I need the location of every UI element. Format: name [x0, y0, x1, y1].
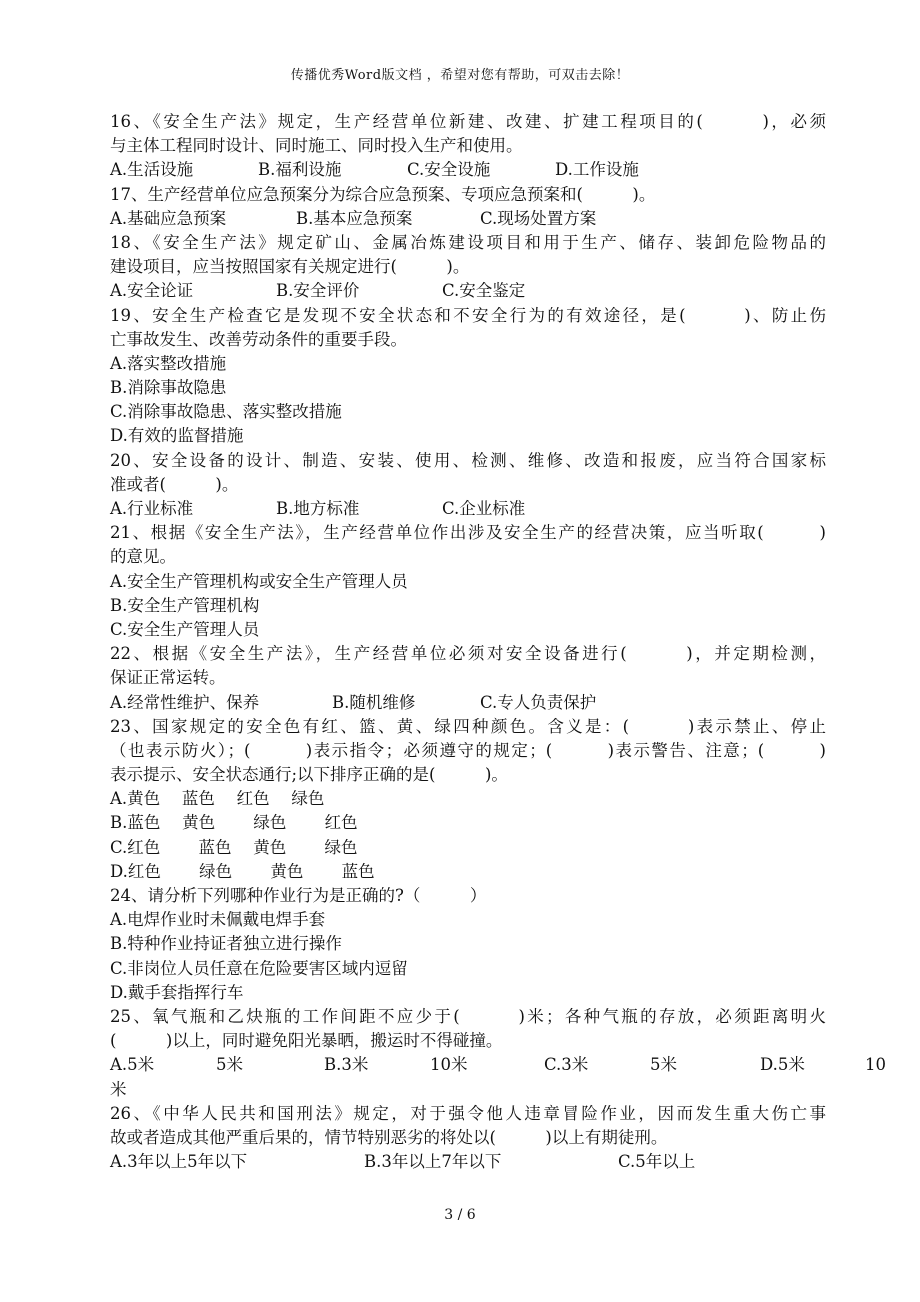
- question-text: 16、《安全生产法》规定，生产经营单位新建、改建、扩建工程项目的( )，必须: [110, 112, 826, 131]
- question-text: 的意见。: [110, 547, 176, 567]
- option-row: [110, 1150, 826, 1174]
- question-text: 23、国家规定的安全色有红、篮、黄、绿四种颜色。含义是：( )表示禁止、停止: [110, 716, 826, 736]
- option-value: 米: [110, 1079, 127, 1099]
- option: B.随机维修: [332, 692, 416, 712]
- option: B.福利设施: [258, 160, 342, 180]
- option: A.基础应急预案: [110, 208, 227, 228]
- page-number: 3 / 6: [444, 1207, 476, 1223]
- option: D.5米: [760, 1055, 805, 1075]
- option: C.企业标准: [442, 499, 526, 518]
- question-text: 与主体工程同时设计、同时施工、同时投入生产和使用。: [110, 136, 523, 156]
- option: D.有效的监督措施: [110, 426, 244, 446]
- option-value: 10: [865, 1055, 886, 1075]
- question-text: 17、生产经营单位应急预案分为综合应急预案、专项应急预案和( )。: [110, 184, 656, 204]
- option-row: [110, 497, 826, 521]
- question-text: 保证正常运转。: [110, 668, 226, 688]
- option: C.现场处置方案: [480, 208, 597, 228]
- option: A.3年以上5年以下: [110, 1152, 248, 1172]
- option: A.电焊作业时未佩戴电焊手套: [110, 910, 326, 930]
- question-list: [110, 110, 886, 1174]
- option: A.行业标准: [110, 499, 194, 518]
- option: B.基本应急预案: [296, 208, 413, 228]
- option: A.经常性维护、保养: [110, 692, 260, 712]
- question-text: 24、请分析下列哪种作业行为是正确的?（ ）: [110, 886, 487, 905]
- option: A.生活设施: [110, 160, 194, 180]
- question-text: ( )以上，同时避免阳光暴晒，搬运时不得碰撞。: [110, 1031, 503, 1051]
- question-text: 25、氧气瓶和乙炔瓶的工作间距不应少于( )米；各种气瓶的存放，必须距离明火: [110, 1006, 826, 1026]
- option: D.工作设施: [555, 160, 639, 180]
- question-text: （也表示防火）；( )表示指令；必须遵守的规定；( )表示警告、注意；( ): [110, 740, 826, 760]
- option-row: [110, 279, 826, 303]
- option-row: [110, 158, 826, 182]
- option-value: 5米: [650, 1055, 677, 1075]
- question-text: 亡事故发生、改善劳动条件的重要手段。: [110, 329, 407, 349]
- question-text: 20、安全设备的设计、制造、安装、使用、检测、维修、改造和报废，应当符合国家标: [110, 450, 826, 470]
- question-text: 准或者( )。: [110, 474, 239, 494]
- option: B.3米: [324, 1055, 369, 1075]
- option: B.3年以上7年以下: [364, 1152, 502, 1172]
- question-text: 26、《中华人民共和国刑法》规定，对于强令他人违章冒险作业，因而发生重大伤亡事: [110, 1103, 826, 1123]
- question-text: 表示提示、安全状态通行;以下排序正确的是( )。: [110, 765, 508, 785]
- option: C.安全设施: [407, 160, 491, 180]
- option-row: [110, 1053, 886, 1077]
- option: C.安全生产管理人员: [110, 619, 260, 639]
- question-text: 19、安全生产检查它是发现不安全状态和不安全行为的有效途径，是( )、防止伤: [110, 305, 826, 325]
- option: C.3米: [544, 1055, 589, 1075]
- option: D.红色 绿色 黄色 蓝色: [110, 861, 375, 881]
- option: B.消除事故隐患: [110, 378, 227, 398]
- option: A.安全生产管理机构或安全生产管理人员: [110, 571, 408, 591]
- option: B.安全评价: [276, 281, 360, 301]
- question-text: 故或者造成其他严重后果的，情节特别恶劣的将处以( )以上有期徒刑。: [110, 1127, 668, 1147]
- option: C.消除事故隐患、落实整改措施: [110, 402, 342, 422]
- option: C.5年以上: [618, 1152, 696, 1172]
- option-row: [110, 207, 826, 231]
- option-value: 10米: [430, 1055, 468, 1075]
- option: C.非岗位人员任意在危险要害区域内逗留: [110, 958, 408, 978]
- question-text: 22、根据《安全生产法》，生产经营单位必须对安全设备进行( )，并定期检测，: [110, 644, 826, 664]
- option-row: [110, 691, 826, 715]
- question-text: 21、根据《安全生产法》，生产经营单位作出涉及安全生产的经营决策，应当听取( ): [110, 523, 826, 543]
- option: C.安全鉴定: [442, 281, 526, 301]
- option: A.黄色 蓝色 红色 绿色: [110, 789, 325, 809]
- option: C.红色 蓝色 黄色 绿色: [110, 837, 358, 857]
- page-header: 传播优秀Word版文档 ，希望对您有帮助，可双击去除！: [290, 68, 630, 83]
- option: B.地方标准: [276, 499, 360, 518]
- option: D.戴手套指挥行车: [110, 982, 244, 1002]
- option: B.特种作业持证者独立进行操作: [110, 934, 342, 954]
- question-text: 建设项目，应当按照国家有关规定进行( )。: [110, 257, 470, 277]
- option: A.安全论证: [110, 281, 194, 301]
- option-value: 5米: [216, 1055, 243, 1075]
- option: B.蓝色 黄色 绿色 红色: [110, 813, 358, 833]
- option: B.安全生产管理机构: [110, 595, 260, 615]
- option: C.专人负责保护: [480, 692, 597, 712]
- question-text: 18、《安全生产法》规定矿山、金属冶炼建设项目和用于生产、储存、装卸危险物品的: [110, 232, 826, 252]
- option: A.落实整改措施: [110, 353, 227, 373]
- option: A.5米: [110, 1055, 155, 1075]
